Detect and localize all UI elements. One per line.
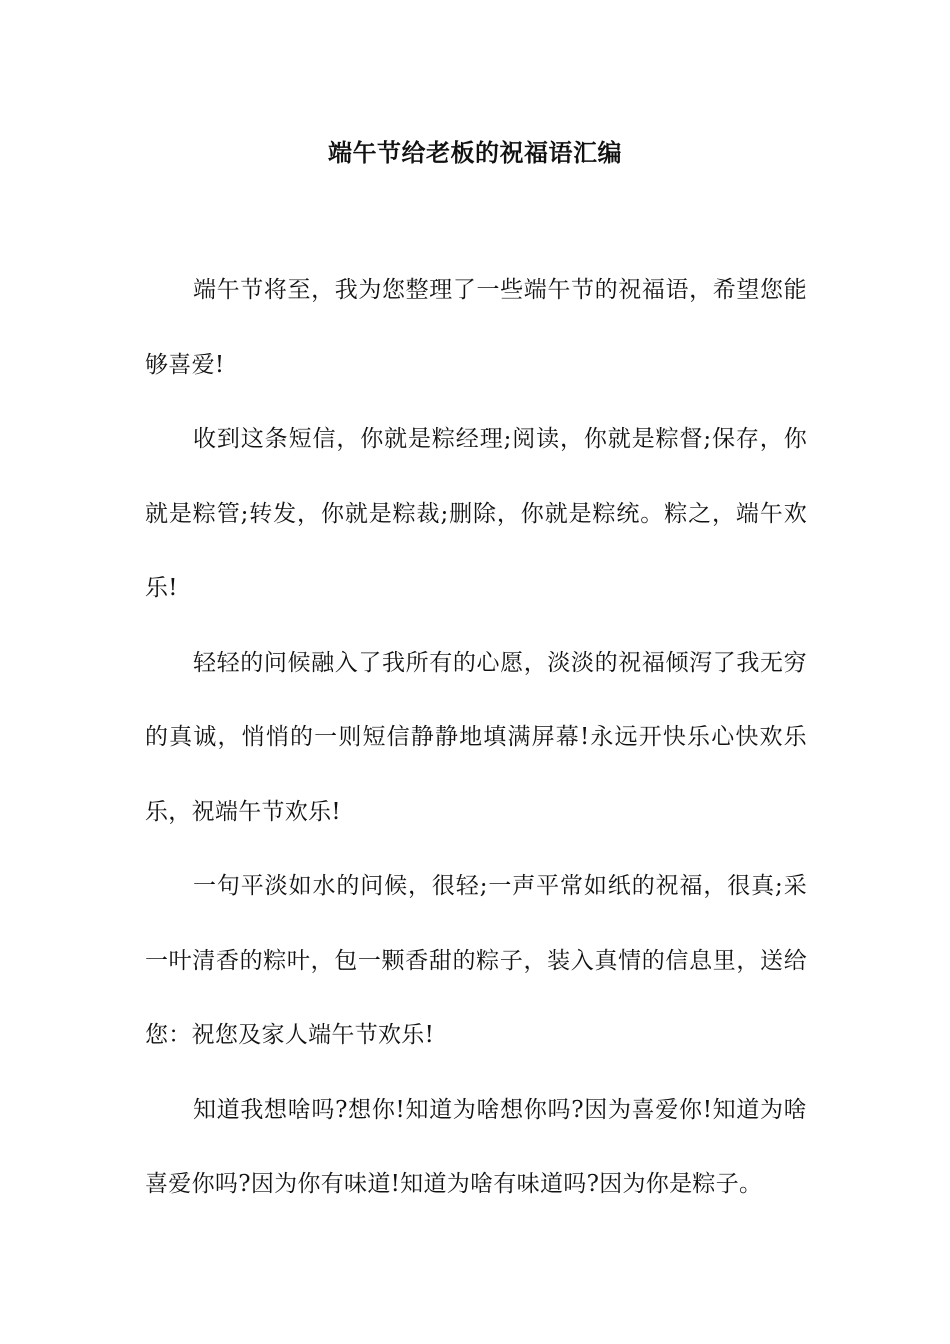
paragraph-greeting-4: 知道我想啥吗?想你!知道为啥想你吗?因为喜爱你!知道为啥喜爱你吗?因为你有味道!知道为啥有味道吗?因为你是粽子。 [145,1096,807,1197]
document-title: 端午节给老板的祝福语汇编 [328,138,622,167]
paragraph-intro: 端午节将至，我为您整理了一些端午节的祝福语，希望您能够喜爱! [145,277,807,378]
document-body [145,253,807,1222]
paragraph-greeting-1: 收到这条短信，你就是粽经理;阅读，你就是粽督;保存，你就是粽管;转发，你就是粽裁;删除，你就是粽统。粽之，端午欢乐! [145,426,807,601]
paragraph-greeting-2: 轻轻的问候融入了我所有的心愿，淡淡的祝福倾泻了我无穷的真诚，悄悄的一则短信静静地填满屏幕!永远开快乐心快欢乐乐，祝端午节欢乐! [145,649,807,825]
paragraph-greeting-3: 一句平淡如水的问候，很轻;一声平常如纸的祝福，很真;采一叶清香的粽叶，包一颗香甜的粽子，装入真情的信息里，送给您：祝您及家人端午节欢乐! [145,873,807,1048]
